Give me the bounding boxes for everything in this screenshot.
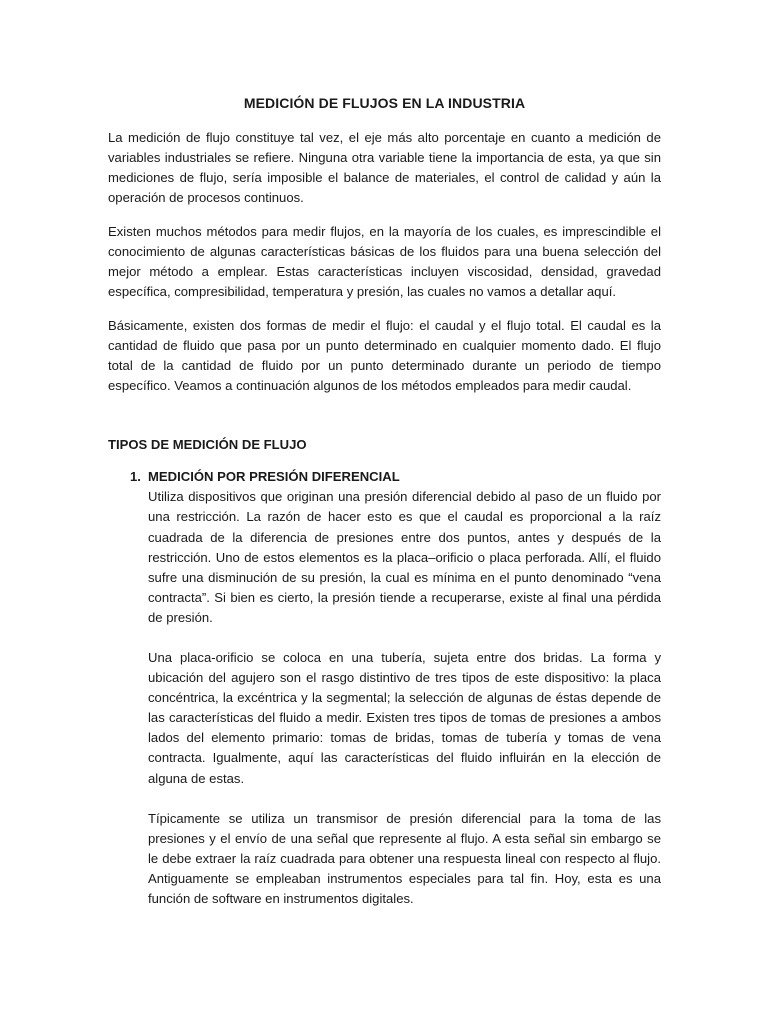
document-page [108, 93, 661, 929]
intro-paragraph-2: Existen muchos métodos para medir flujos, en la mayoría de los cuales, es imprescindible el conocimiento de algunas características básicas de los fluidos para una buena selección del mejor método a emplear. Estas características incluyen viscosidad, densidad, gravedad específica, compresibilidad, temperatura y presión, las cuales no vamos a detallar aquí. [108, 223, 661, 300]
intro-paragraph-1: La medición de flujo constituye tal vez, el eje más alto porcentaje en cuanto a medición de variables industriales se refiere. Ninguna otra variable tiene la importancia de esta, ya que sin mediciones de flujo, sería imposible el balance de materiales, el control de calidad y aún la operación de procesos continuos. [108, 130, 661, 206]
list-item-paragraph-1: Utiliza dispositivos que originan una presión diferencial debido al paso de un fluido por una restricción. La razón de hacer esto es que el caudal es proporcional a la raíz cuadrada de la diferencia de presiones entre dos puntos, antes y después de la restricción. Uno de estos elementos es la placa–orificio o placa perforada. Allí, el fluido sufre una disminución de su presión, la cual es mínima en el punto denominado “vena contracta”. Si bien es cierto, la presión tiende a recuperarse, existe al final una pérdida de presión. [148, 489, 661, 625]
section-heading: TIPOS DE MEDICIÓN DE FLUJO [108, 437, 307, 453]
list-item-paragraph-3: Típicamente se utiliza un transmisor de presión diferencial para la toma de las presiones y el envío de una señal que represente al flujo. A esta señal sin embargo se le debe extraer la raíz cuadrada para obtener una respuesta lineal con respecto al flujo. Antiguamente se empleaban instrumentos especiales para tal fin. Hoy, esta es una función de software en instrumentos digitales. [148, 810, 661, 906]
intro-paragraph-3: Básicamente, existen dos formas de medir el flujo: el caudal y el flujo total. El caudal es la cantidad de fluido que pasa por un punto determinado en cualquier momento dado. El flujo total de la cantidad de fluido por un punto determinado durante un periodo de tiempo específico. Veamos a continuación algunos de los métodos empleados para medir caudal. [108, 317, 661, 394]
list-item-title: MEDICIÓN POR PRESIÓN DIFERENCIAL [148, 469, 400, 485]
document-title: MEDICIÓN DE FLUJOS EN LA INDUSTRIA [243, 95, 526, 111]
list-marker: 1. [130, 469, 141, 485]
list-item-paragraph-2: Una placa-orificio se coloca en una tubería, sujeta entre dos bridas. La forma y ubicación del agujero son el rasgo distintivo de tres tipos de este dispositivo: la placa concéntrica, la excéntrica y la segmental; la selección de algunas de éstas depende de las características del fluido a medir. Existen tres tipos de tomas de presiones a ambos lados del elemento primario: tomas de bridas, tomas de tubería y tomas de vena contracta. Igualmente, aquí las características del fluido influirán en la elección de alguna de estas. [148, 649, 661, 786]
list-item [108, 467, 661, 909]
